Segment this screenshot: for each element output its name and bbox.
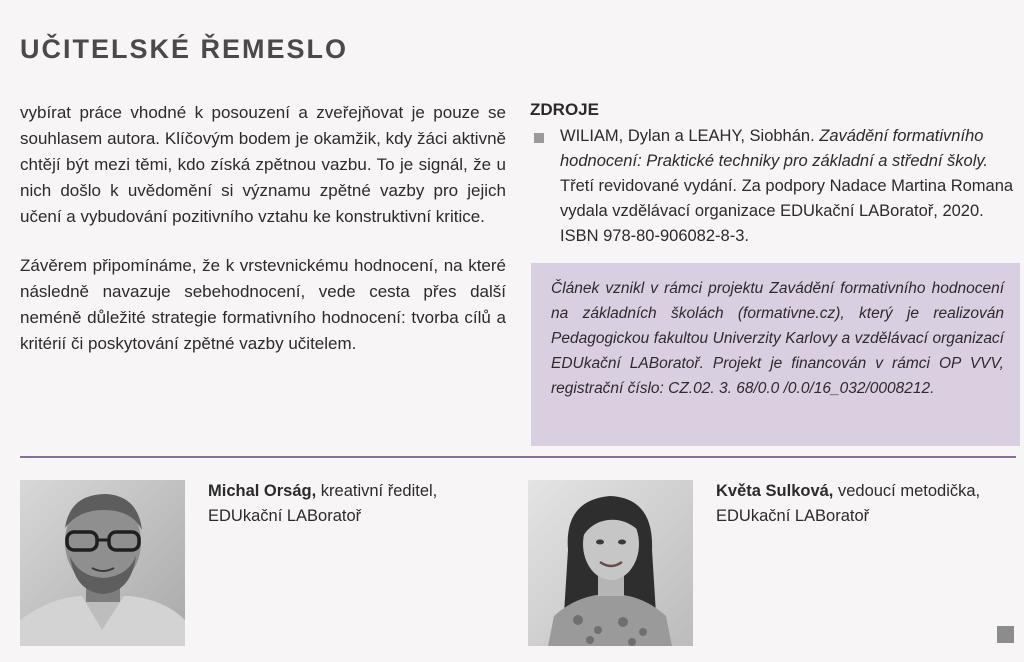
page-corner-marker: [997, 626, 1014, 643]
article-body: [20, 100, 506, 380]
source-title: Zavádění formativního hodnocení: Praktické techniky pro základní a střední školy.: [560, 127, 989, 170]
article-paragraph-1: vybírat práce vhodné k posouzení a zveřejňovat je pouze se souhlasem autora. Klíčovým bodem je okamžik, kdy žáci aktivně chtějí být mezi těmi, kdo získá zpětnou vazbu. To je signál, že u nich došlo k uvědomění si významu zpětné vazby pro jejich učení a vybudování pozitivního vztahu ke konstruktivní kritice.: [20, 103, 506, 226]
section-title: UČITELSKÉ ŘEMESLO: [20, 34, 349, 64]
portrait-man-image: [20, 480, 185, 646]
author-caption-michal: [208, 479, 498, 529]
source-item: [530, 124, 1016, 249]
author-name: Michal Orság,: [208, 482, 317, 500]
author-role: vedoucí metodička, EDUkační LABoratoř: [716, 482, 981, 525]
sources-section: [530, 100, 1016, 249]
author-photo-kveta: [528, 480, 693, 646]
section-divider: [20, 456, 1016, 458]
author-caption-kveta: [716, 479, 1006, 529]
source-details: Třetí revidované vydání. Za podpory Nadace Martina Romana vydala vzdělávací organizace EDUkační LABoratoř, 2020. ISBN 978-80-906082-8-3.: [560, 177, 1014, 245]
source-authors: WILIAM, Dylan a LEAHY, Siobhán.: [560, 127, 820, 145]
author-role: kreativní ředitel, EDUkační LABoratoř: [208, 482, 438, 525]
project-note-text: Článek vznikl v rámci projektu Zavádění formativního hodnocení na základních školách (formativne.cz), který je realizován Pedagogickou fakultou Univerzity Karlovy a vzdělávací organizací EDUkační LABoratoř. Projekt je financován v rámci OP VVV, registrační číslo: CZ.02. 3. 68/0.0 /0.0/16_032/0008212.: [551, 280, 1004, 397]
square-bullet-icon: [534, 133, 544, 143]
source-citation: [560, 124, 1016, 249]
article-paragraph-2: Závěrem připomínáme, že k vrstevnickému hodnocení, na které následně navazuje sebehodnocení, vede cesta přes další neméně důležité strategie formativního hodnocení: tvorba cílů a kritérií či poskytování zpětné vazby učitelem.: [20, 256, 506, 353]
project-note-box: [531, 263, 1020, 446]
author-photo-michal: [20, 480, 185, 646]
sources-heading: ZDROJE: [530, 100, 599, 119]
portrait-woman-image: [528, 480, 693, 646]
author-name: Květa Sulková,: [716, 482, 834, 500]
